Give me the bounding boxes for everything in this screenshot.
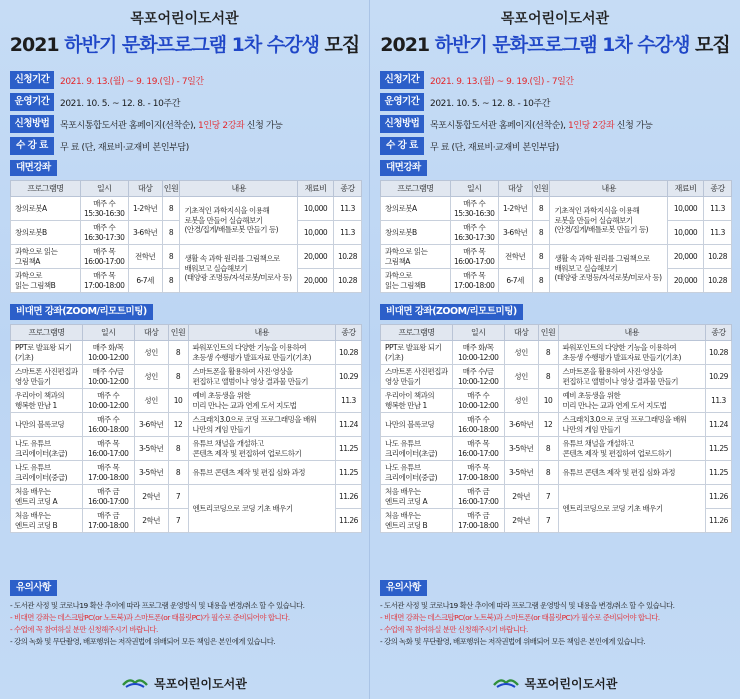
table-cell: 기초적인 과학지식을 이용해 로봇을 만들어 실습해보기 (안경/집게/배틀로봇 만들기 등) xyxy=(180,197,298,245)
info-tail: 신청 가능 xyxy=(244,120,283,131)
table-cell: 8 xyxy=(168,365,188,389)
column-header: 인원 xyxy=(162,181,180,197)
table-cell: 성인 xyxy=(504,389,538,413)
table-cell: 스크래치3.0으로 코딩 프로그래밍을 배워 나만의 게임 만들기 xyxy=(558,413,705,437)
table-cell: 매주 금 17:00-18:00 xyxy=(82,509,134,533)
table-cell: 11.25 xyxy=(705,461,731,485)
table-cell: 처음 배우는 엔트리 코딩 B xyxy=(381,509,453,533)
column-header: 일시 xyxy=(82,325,134,341)
table-header-row xyxy=(11,181,362,197)
table-cell: 유튜브 채널을 개설하고 콘텐츠 제작 및 편집하여 업로드하기 xyxy=(188,437,335,461)
column-header: 대상 xyxy=(134,325,168,341)
table-cell: 11.26 xyxy=(705,509,731,533)
info-value: 무 료 (단, 재료비·교재비 본인부담) xyxy=(430,142,559,153)
table-row xyxy=(381,437,732,461)
offline-section-tag: 대면강좌 xyxy=(380,160,427,176)
column-header: 일시 xyxy=(450,181,498,197)
info-text xyxy=(430,74,574,87)
table-cell: 3-6학년 xyxy=(128,221,162,245)
column-header: 종강 xyxy=(703,181,731,197)
info-value: 2021. 10. 5. ~ 12. 8. - 10주간 xyxy=(60,98,181,109)
table-cell: 파워포인트의 다양한 기능을 이용하여 초등생 수행평가 발표자료 만들기(기초) xyxy=(558,341,705,365)
table-header-row xyxy=(11,325,362,341)
table-cell: 8 xyxy=(538,437,558,461)
footer-library-name: 목포어린이도서관 xyxy=(524,677,618,691)
table-cell: 스마트폰 사진편집과 영상 만들기 xyxy=(11,365,83,389)
table-cell: 매주 화/목 10:00-12:00 xyxy=(452,341,504,365)
poster-title xyxy=(0,30,369,57)
notice-item: - 수업에 꼭 참여하실 분만 신청해주시기 바랍니다. xyxy=(10,625,158,634)
column-header: 대상 xyxy=(128,181,162,197)
table-cell: 유튜브 콘텐츠 제작 및 편집 심화 과정 xyxy=(558,461,705,485)
table-cell: 6-7세 xyxy=(128,269,162,293)
offline-section-tag: 대면강좌 xyxy=(10,160,57,176)
table-cell: 8 xyxy=(162,269,180,293)
info-tail: 신청 가능 xyxy=(614,120,653,131)
table-cell: 매주 목 16:00-17:00 xyxy=(450,245,498,269)
table-cell: 8 xyxy=(168,341,188,365)
column-header: 일시 xyxy=(80,181,128,197)
info-label: 수 강 료 xyxy=(380,137,424,155)
table-cell: 10,000 xyxy=(298,197,334,221)
table-cell: 7 xyxy=(538,485,558,509)
table-cell: 예비 초등생을 위한 미리 만나는 교과 연계 도서 지도법 xyxy=(558,389,705,413)
column-header: 대상 xyxy=(504,325,538,341)
table-cell: 11.3 xyxy=(333,197,361,221)
offline-table xyxy=(380,180,732,293)
table-cell: 11.25 xyxy=(335,461,361,485)
table-cell: 매주 목 16:00-17:00 xyxy=(82,437,134,461)
notice-item: - 강의 녹화 및 무단촬영, 배포행위는 저작권법에 위배되어 모든 책임은 본인에게 있습니다. xyxy=(10,637,276,646)
table-cell: 창의로봇B xyxy=(381,221,451,245)
table-cell: 11.25 xyxy=(705,437,731,461)
table-cell: 매주 목 16:00-17:00 xyxy=(80,245,128,269)
info-value: 2021. 9. 13.(월) ~ 9. 19.(일) - 7일간 xyxy=(60,76,204,87)
table-cell: 파워포인트의 다양한 기능을 이용하여 초등생 수행평가 발표자료 만들기(기초) xyxy=(188,341,335,365)
table-cell: 8 xyxy=(538,365,558,389)
table-cell: 10.29 xyxy=(705,365,731,389)
table-cell: 10,000 xyxy=(668,197,704,221)
table-cell: 과학으로 읽는 그림책B xyxy=(11,269,81,293)
table-cell: 처음 배우는 엔트리 코딩 A xyxy=(381,485,453,509)
info-value: 목포시통합도서관 홈페이지(선착순), xyxy=(60,120,199,131)
column-header: 내용 xyxy=(550,181,668,197)
table-cell: 8 xyxy=(532,197,550,221)
library-name: 목포어린이도서관 xyxy=(130,11,239,27)
notice-section-tag: 유의사항 xyxy=(380,580,427,596)
info-row xyxy=(380,70,732,90)
table-cell: 11.25 xyxy=(335,437,361,461)
info-row xyxy=(10,92,362,112)
column-header: 프로그램명 xyxy=(381,181,451,197)
table-cell: 처음 배우는 엔트리 코딩 A xyxy=(11,485,83,509)
info-label: 수 강 료 xyxy=(10,137,54,155)
table-cell: 스마트폰 사진편집과 영상 만들기 xyxy=(381,365,453,389)
title-main: 하반기 문화프로그램 1차 수강생 xyxy=(64,34,319,56)
column-header: 일시 xyxy=(452,325,504,341)
table-cell: 매주 목 16:00-17:00 xyxy=(452,437,504,461)
column-header: 재료비 xyxy=(298,181,334,197)
table-row xyxy=(381,197,732,221)
info-block xyxy=(380,70,732,158)
info-value: 2021. 9. 13.(월) ~ 9. 19.(일) - 7일간 xyxy=(430,76,574,87)
table-cell: 8 xyxy=(532,221,550,245)
table-cell: 1-2학년 xyxy=(128,197,162,221)
info-text xyxy=(60,140,189,153)
online-section-tag: 비대면 강좌(ZOOM/리모트미팅) xyxy=(10,304,153,320)
footer xyxy=(0,674,369,693)
info-label: 운영기간 xyxy=(380,93,424,111)
table-cell: 8 xyxy=(162,221,180,245)
offline-table xyxy=(10,180,362,293)
table-cell: 성인 xyxy=(134,365,168,389)
table-cell: 매주 목 17:00-18:00 xyxy=(450,269,498,293)
table-cell: 매주 화/목 10:00-12:00 xyxy=(82,341,134,365)
table-cell: 8 xyxy=(532,245,550,269)
table-cell: 2학년 xyxy=(134,509,168,533)
table-cell: 매주 수 16:30-17:30 xyxy=(450,221,498,245)
table-row xyxy=(11,485,362,509)
table-cell: 20,000 xyxy=(668,269,704,293)
table-cell: 11.26 xyxy=(335,509,361,533)
table-cell: 10.28 xyxy=(703,269,731,293)
table-row xyxy=(381,485,732,509)
table-cell: 유튜브 채널을 개설하고 콘텐츠 제작 및 편집하여 업로드하기 xyxy=(558,437,705,461)
table-cell: 3-6학년 xyxy=(504,413,538,437)
info-label: 운영기간 xyxy=(10,93,54,111)
table-cell: 20,000 xyxy=(668,245,704,269)
table-cell: 매주 수/금 10:00-12:00 xyxy=(82,365,134,389)
table-cell: 3-5학년 xyxy=(504,461,538,485)
info-value: 목포시통합도서관 홈페이지(선착순), xyxy=(430,120,569,131)
table-cell: 2학년 xyxy=(504,485,538,509)
table-cell: 20,000 xyxy=(298,269,334,293)
column-header: 인원 xyxy=(532,181,550,197)
table-cell: 3-6학년 xyxy=(134,413,168,437)
table-cell: 스크래치3.0으로 코딩 프로그래밍을 배워 나만의 게임 만들기 xyxy=(188,413,335,437)
table-cell: 10.28 xyxy=(335,341,361,365)
table-cell: 10 xyxy=(168,389,188,413)
table-cell: 창의로봇A xyxy=(11,197,81,221)
title-year: 2021 xyxy=(9,34,65,56)
table-cell: 10 xyxy=(538,389,558,413)
table-cell: 12 xyxy=(538,413,558,437)
table-cell: 11.3 xyxy=(705,389,731,413)
table-cell: 7 xyxy=(168,485,188,509)
table-cell: 스마트폰을 활용하여 사진·영상을 편집하고 앨범이나 영상 결과물 만들기 xyxy=(558,365,705,389)
table-cell: 매주 수 16:00-18:00 xyxy=(452,413,504,437)
table-cell: 우리아이 책과의 행복한 만남 1 xyxy=(11,389,83,413)
table-cell: 3-6학년 xyxy=(498,221,532,245)
info-row xyxy=(380,92,732,112)
table-cell: 7 xyxy=(538,509,558,533)
notice-item: - 도서관 사정 및 코로나19 확산 추이에 따라 프로그램 운영방식 및 내용을 변경/취소 할 수 있습니다. xyxy=(10,601,305,610)
table-cell: 10,000 xyxy=(298,221,334,245)
column-header: 재료비 xyxy=(668,181,704,197)
table-header-row xyxy=(381,325,732,341)
table-cell: 1-2학년 xyxy=(498,197,532,221)
notice-list xyxy=(380,600,736,648)
table-cell: 3-5학년 xyxy=(504,437,538,461)
table-cell: 11.3 xyxy=(333,221,361,245)
poster-title xyxy=(370,30,740,57)
table-cell: 매주 수 10:00-12:00 xyxy=(82,389,134,413)
table-cell: 8 xyxy=(162,197,180,221)
table-cell: 성인 xyxy=(134,341,168,365)
table-cell: 스마트폰을 활용하여 사진·영상을 편집하고 앨범이나 영상 결과물 만들기 xyxy=(188,365,335,389)
table-cell: 매주 수 16:30-17:30 xyxy=(80,221,128,245)
column-header: 내용 xyxy=(180,181,298,197)
notice-list xyxy=(10,600,366,648)
info-highlight: 1인당 2강좌 xyxy=(198,120,245,131)
info-label: 신청방법 xyxy=(10,115,54,133)
table-row xyxy=(11,461,362,485)
table-cell: 10.29 xyxy=(335,365,361,389)
info-row xyxy=(10,70,362,90)
column-header: 종강 xyxy=(335,325,361,341)
table-cell: 10,000 xyxy=(668,221,704,245)
title-end: 모집 xyxy=(318,34,360,56)
table-row xyxy=(11,389,362,413)
notice-item: - 비대면 강좌는 데스크탑PC(or 노트북)과 스마트폰(or 태블릿PC)가 필수로 준비되어야 합니다. xyxy=(10,613,290,622)
table-cell: 2학년 xyxy=(504,509,538,533)
column-header: 내용 xyxy=(558,325,705,341)
table-cell: 11.3 xyxy=(335,389,361,413)
column-header: 프로그램명 xyxy=(11,181,81,197)
table-cell: 3-5학년 xyxy=(134,437,168,461)
table-row xyxy=(381,461,732,485)
info-label: 신청기간 xyxy=(10,71,54,89)
table-cell: 나만의 블록코딩 xyxy=(11,413,83,437)
table-cell: 매주 목 17:00-18:00 xyxy=(80,269,128,293)
info-label: 신청기간 xyxy=(380,71,424,89)
table-header-row xyxy=(381,181,732,197)
title-end: 모집 xyxy=(689,34,730,56)
table-cell: 전학년 xyxy=(498,245,532,269)
table-cell: 8 xyxy=(538,461,558,485)
table-cell: 매주 목 17:00-18:00 xyxy=(452,461,504,485)
title-year: 2021 xyxy=(380,34,435,56)
table-cell: 창의로봇B xyxy=(11,221,81,245)
table-cell: 과학으로 읽는 그림책A xyxy=(381,245,451,269)
table-row xyxy=(11,437,362,461)
table-cell: 10.28 xyxy=(703,245,731,269)
table-cell: 매주 수/금 10:00-12:00 xyxy=(452,365,504,389)
table-cell: 11.24 xyxy=(335,413,361,437)
info-block xyxy=(10,70,362,158)
table-cell: 8 xyxy=(168,437,188,461)
column-header: 프로그램명 xyxy=(381,325,453,341)
table-cell: 매주 수 16:00-18:00 xyxy=(82,413,134,437)
title-main: 하반기 문화프로그램 1차 수강생 xyxy=(434,34,690,56)
table-row xyxy=(381,365,732,389)
table-row xyxy=(381,341,732,365)
library-name: 목포어린이도서관 xyxy=(500,11,610,27)
table-cell: 유튜브 콘텐츠 제작 및 편집 심화 과정 xyxy=(188,461,335,485)
table-cell: 엔트리코딩으로 코딩 기초 배우기 xyxy=(188,485,335,533)
table-row xyxy=(11,245,362,269)
table-cell: 과학으로 읽는 그림책A xyxy=(11,245,81,269)
poster-panel-2 xyxy=(370,0,740,699)
table-cell: 생활 속 과학 원리를 그림책으로 배워보고 실습해보기 (태양광 조명등/자석로봇/미로사 등) xyxy=(550,245,668,293)
table-cell: 11.3 xyxy=(703,221,731,245)
info-highlight: 1인당 2강좌 xyxy=(568,120,615,131)
table-cell: 성인 xyxy=(504,341,538,365)
info-text xyxy=(60,74,204,87)
table-cell: 10.28 xyxy=(333,269,361,293)
info-value: 무 료 (단, 재료비·교재비 본인부담) xyxy=(60,142,189,153)
table-cell: 처음 배우는 엔트리 코딩 B xyxy=(11,509,83,533)
table-cell: 8 xyxy=(168,461,188,485)
table-row xyxy=(381,245,732,269)
column-header: 종강 xyxy=(333,181,361,197)
table-cell: 우리아이 책과의 행복한 만남 1 xyxy=(381,389,453,413)
info-row xyxy=(10,114,362,134)
table-cell: 매주 금 16:00-17:00 xyxy=(82,485,134,509)
column-header: 대상 xyxy=(498,181,532,197)
info-row xyxy=(10,136,362,156)
table-cell: 나만의 블록코딩 xyxy=(381,413,453,437)
table-cell: 전학년 xyxy=(128,245,162,269)
table-cell: 매주 수 15:30-16:30 xyxy=(450,197,498,221)
table-cell: 창의로봇A xyxy=(381,197,451,221)
table-row xyxy=(11,365,362,389)
table-cell: 3-5학년 xyxy=(134,461,168,485)
table-cell: 매주 금 17:00-18:00 xyxy=(452,509,504,533)
table-cell: 나도 유튜브 크리에이터(초급) xyxy=(11,437,83,461)
library-logo-icon xyxy=(493,674,519,693)
table-cell: 12 xyxy=(168,413,188,437)
info-text xyxy=(60,96,180,109)
table-cell: PPT로 발표왕 되기 (기초) xyxy=(381,341,453,365)
info-label: 신청방법 xyxy=(380,115,424,133)
table-cell: 성인 xyxy=(504,365,538,389)
column-header: 인원 xyxy=(168,325,188,341)
table-cell: 기초적인 과학지식을 이용해 로봇을 만들어 실습해보기 (안경/집게/배틀로봇 만들기 등) xyxy=(550,197,668,245)
table-cell: 생활 속 과학 원리를 그림책으로 배워보고 실습해보기 (태양광 조명등/자석로봇/미로사 등) xyxy=(180,245,298,293)
table-cell: 8 xyxy=(532,269,550,293)
online-table xyxy=(10,324,362,533)
table-row xyxy=(381,413,732,437)
table-cell: 매주 금 16:00-17:00 xyxy=(452,485,504,509)
table-cell: 매주 수 10:00-12:00 xyxy=(452,389,504,413)
table-cell: 성인 xyxy=(134,389,168,413)
table-cell: 11.26 xyxy=(705,485,731,509)
info-row xyxy=(380,114,732,134)
table-cell: PPT로 발표왕 되기 (기초) xyxy=(11,341,83,365)
online-section-tag: 비대면 강좌(ZOOM/리모트미팅) xyxy=(380,304,523,320)
table-cell: 2학년 xyxy=(134,485,168,509)
table-cell: 나도 유튜브 크리에이터(중급) xyxy=(11,461,83,485)
table-cell: 과학으로 읽는 그림책B xyxy=(381,269,451,293)
notice-item: - 도서관 사정 및 코로나19 확산 추이에 따라 프로그램 운영방식 및 내용을 변경/취소 할 수 있습니다. xyxy=(380,601,675,610)
table-row xyxy=(381,389,732,413)
table-cell: 7 xyxy=(168,509,188,533)
info-text xyxy=(60,118,282,131)
table-cell: 10.28 xyxy=(333,245,361,269)
table-cell: 11.26 xyxy=(335,485,361,509)
notice-section-tag: 유의사항 xyxy=(10,580,57,596)
table-cell: 6-7세 xyxy=(498,269,532,293)
table-cell: 8 xyxy=(538,341,558,365)
notice-item: - 강의 녹화 및 무단촬영, 배포행위는 저작권법에 위배되어 모든 책임은 본인에게 있습니다. xyxy=(380,637,646,646)
table-cell: 20,000 xyxy=(298,245,334,269)
online-table xyxy=(380,324,732,533)
table-cell: 예비 초등생을 위한 미리 만나는 교과 연계 도서 지도법 xyxy=(188,389,335,413)
table-cell: 8 xyxy=(162,245,180,269)
info-text xyxy=(430,118,652,131)
notice-item: - 수업에 꼭 참여하실 분만 신청해주시기 바랍니다. xyxy=(380,625,528,634)
table-cell: 10.28 xyxy=(705,341,731,365)
info-value: 2021. 10. 5. ~ 12. 8. - 10주간 xyxy=(430,98,551,109)
table-cell: 엔트리코딩으로 코딩 기초 배우기 xyxy=(558,485,705,533)
column-header: 내용 xyxy=(188,325,335,341)
column-header: 프로그램명 xyxy=(11,325,83,341)
table-cell: 나도 유튜브 크리에이터(중급) xyxy=(381,461,453,485)
footer xyxy=(370,674,740,693)
table-cell: 매주 목 17:00-18:00 xyxy=(82,461,134,485)
library-logo-icon xyxy=(122,674,148,693)
column-header: 인원 xyxy=(538,325,558,341)
table-cell: 매주 수 15:30-16:30 xyxy=(80,197,128,221)
footer-library-name: 목포어린이도서관 xyxy=(154,677,247,691)
table-row xyxy=(11,341,362,365)
column-header: 종강 xyxy=(705,325,731,341)
notice-item: - 비대면 강좌는 데스크탑PC(or 노트북)과 스마트폰(or 태블릿PC)가 필수로 준비되어야 합니다. xyxy=(380,613,660,622)
info-text xyxy=(430,140,559,153)
table-cell: 11.24 xyxy=(705,413,731,437)
info-text xyxy=(430,96,550,109)
info-row xyxy=(380,136,732,156)
table-row xyxy=(11,197,362,221)
table-row xyxy=(11,413,362,437)
table-cell: 나도 유튜브 크리에이터(초급) xyxy=(381,437,453,461)
table-cell: 11.3 xyxy=(703,197,731,221)
